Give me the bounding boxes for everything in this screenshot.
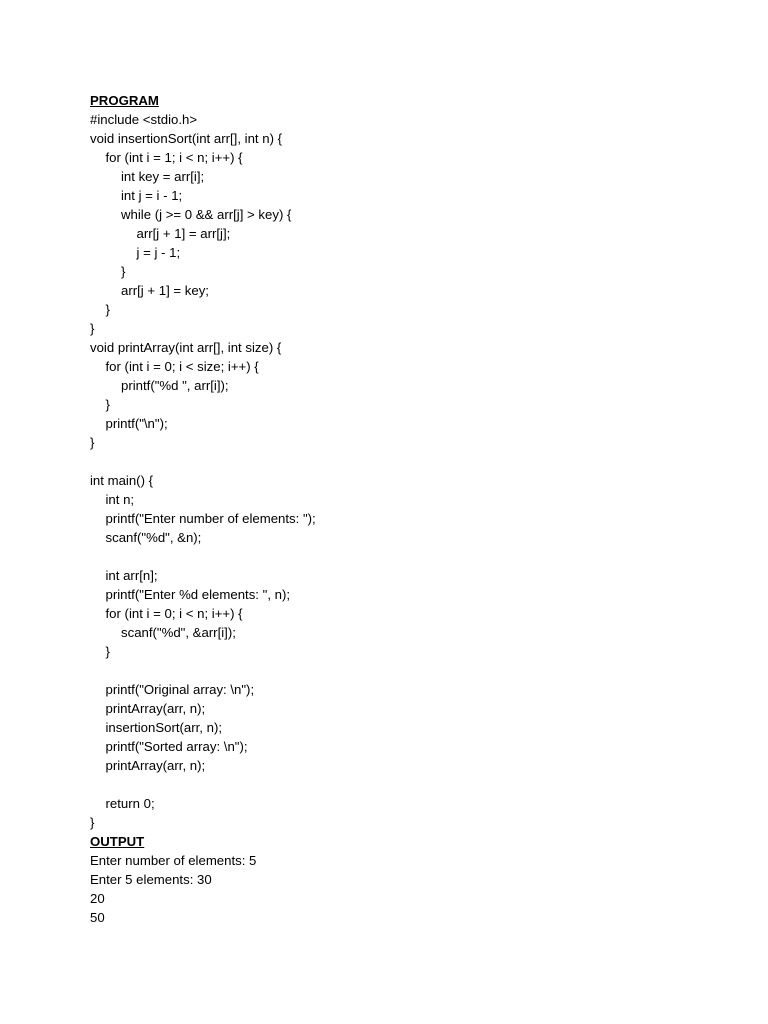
code-line: arr[j + 1] = arr[j]; xyxy=(136,226,231,241)
code-line: arr[j + 1] = key; xyxy=(121,283,209,298)
code-line: printf("%d ", arr[i]); xyxy=(121,378,229,393)
code-line: } xyxy=(121,264,126,279)
code-line: } xyxy=(105,644,110,659)
code-line: for (int i = 0; i < n; i++) { xyxy=(105,606,243,621)
code-line: printf("Enter %d elements: ", n); xyxy=(105,587,291,602)
code-line: for (int i = 1; i < n; i++) { xyxy=(105,150,243,165)
code-line: printArray(arr, n); xyxy=(105,701,206,716)
output-line: 50 xyxy=(90,910,105,925)
output-heading: OUTPUT xyxy=(90,834,145,849)
code-line: printf("Sorted array: \n"); xyxy=(105,739,248,754)
code-line: } xyxy=(105,397,110,412)
code-line: } xyxy=(90,321,95,336)
code-line: printf("Original array: \n"); xyxy=(105,682,255,697)
code-line: scanf("%d", &n); xyxy=(105,530,202,545)
output-line: 20 xyxy=(90,891,105,906)
code-line: scanf("%d", &arr[i]); xyxy=(121,625,236,640)
code-line: while (j >= 0 && arr[j] > key) { xyxy=(121,207,292,222)
code-line: printf("Enter number of elements: "); xyxy=(105,511,316,526)
program-output-block xyxy=(90,851,730,927)
program-heading: PROGRAM xyxy=(90,93,159,108)
code-line xyxy=(90,775,730,794)
program-code-block xyxy=(90,110,730,832)
code-line: } xyxy=(90,435,95,450)
code-line: printArray(arr, n); xyxy=(105,758,206,773)
output-line: Enter 5 elements: 30 xyxy=(90,872,212,887)
document-content xyxy=(90,91,730,927)
code-line: for (int i = 0; i < size; i++) { xyxy=(105,359,259,374)
code-line: int key = arr[i]; xyxy=(121,169,205,184)
code-line: #include <stdio.h> xyxy=(90,112,198,127)
code-line: int n; xyxy=(105,492,135,507)
code-line: j = j - 1; xyxy=(136,245,181,260)
output-line: Enter number of elements: 5 xyxy=(90,853,257,868)
code-line: insertionSort(arr, n); xyxy=(105,720,223,735)
code-line: int arr[n]; xyxy=(105,568,158,583)
code-line xyxy=(90,661,730,680)
code-line: int main() { xyxy=(90,473,154,488)
code-line: } xyxy=(90,815,95,830)
code-line: void insertionSort(int arr[], int n) { xyxy=(90,131,283,146)
code-line xyxy=(90,452,730,471)
code-line xyxy=(90,547,730,566)
code-line: } xyxy=(105,302,110,317)
code-line: return 0; xyxy=(105,796,155,811)
code-line: int j = i - 1; xyxy=(121,188,183,203)
code-line: void printArray(int arr[], int size) { xyxy=(90,340,282,355)
code-line: printf("\n"); xyxy=(105,416,168,431)
